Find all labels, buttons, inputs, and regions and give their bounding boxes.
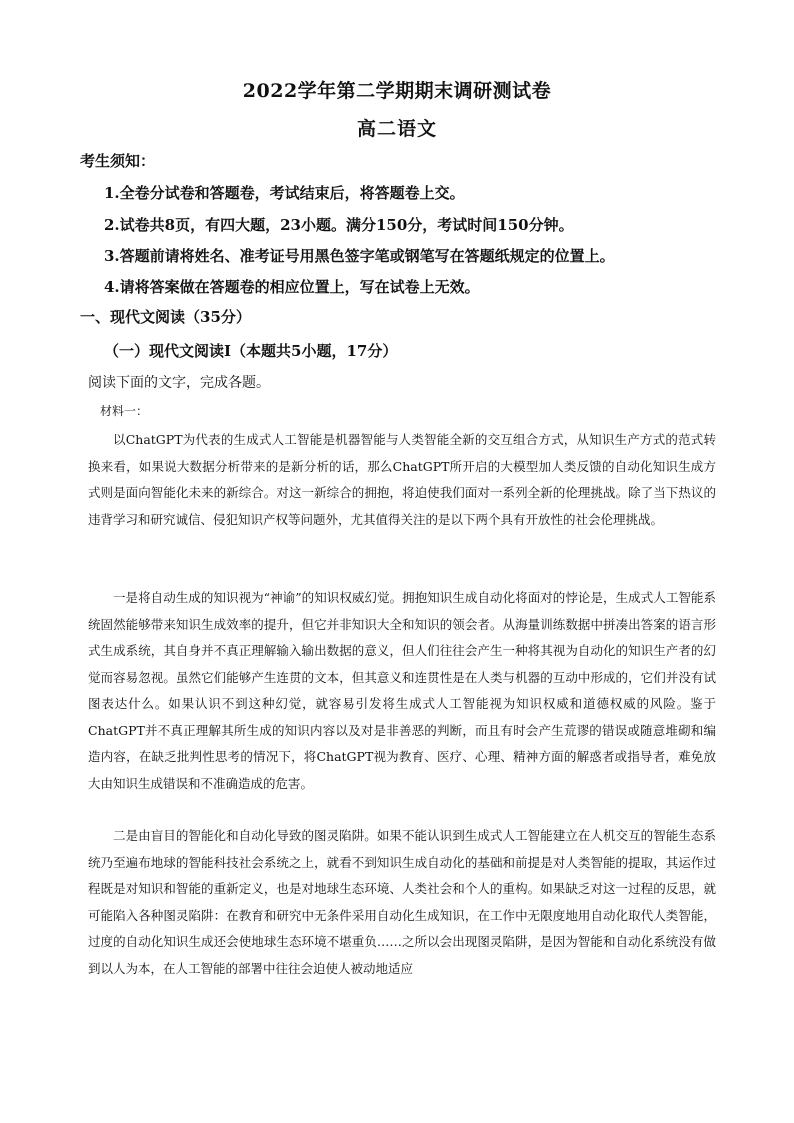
subsection-heading: （一）现代文阅读Ⅰ（本题共5小题，17分） (104, 342, 398, 360)
notice-item: 3.答题前请将姓名、准考证号用黑色签字笔或钢笔写在答题纸规定的位置上。 (104, 247, 615, 265)
page-subtitle: 高二语文 (356, 118, 437, 140)
material-paragraph: 二是由盲目的智能化和自动化导致的图灵陷阱。如果不能认识到生成式人工智能建立在人机交互的智能生态系统乃至遍布地球的智能科技社会系统之上，就看不到知识生成自动化的基础和前提是对人类智能的提取，其运作过程既是对知识和智能的重新定义，也是对地球生态环境、人类社会和个人的重构。如果缺乏对这一过程的反思，就可能陷入各种图灵陷阱：在教育和研究中无条件采用自动化生成知识，在工作中无限度地用自动化取代人类智能，过度的自动化知识生成还会使地球生态环境不堪重负……之所以会出现图灵陷阱，是因为智能和自动化系统没有做到以人为本，在人工智能的部署中往往会迫使人被动地适应 (88, 828, 716, 976)
notice-item: 1.全卷分试卷和答题卷，考试结束后，将答题卷上交。 (104, 184, 465, 202)
notice-heading: 考生须知： (80, 152, 156, 170)
notice-item: 2.试卷共8页，有四大题，23小题。满分150分，考试时间150分钟。 (104, 216, 574, 234)
material-label: 材料一： (100, 404, 149, 418)
notice-item: 4.请将答案做在答题卷的相应位置上，写在试卷上无效。 (104, 278, 480, 296)
material-paragraph: 以ChatGPT为代表的生成式人工智能是机器智能与人类智能全新的交互组合方式，从知识生产方式的范式转换来看，如果说大数据分析带来的是新分析的话，那么ChatGPT所开启的大模型加人类反馈的自动化知识生成方式则是面向智能化未来的新综合。对这一新综合的拥抱，将迫使我们面对一系列全新的伦理挑战。除了当下热议的违背学习和研究诚信、侵犯知识产权等问题外，尤其值得关注的是以下两个具有开放性的社会伦理挑战。 (88, 432, 716, 527)
material-paragraph: 一是将自动生成的知识视为“神谕”的知识权威幻觉。拥抱知识生成自动化将面对的悖论是，生成式人工智能系统固然能够带来知识生成效率的提升，但它并非知识大全和知识的领会者。从海量训练数据中拼凑出答案的语言形式生成系统，其自身并不真正理解输入输出数据的意义，但人们往往会产生一种将其视为自动化的知识生产者的幻觉而容易忽视。虽然它们能够产生连贯的文本，但其意义和连贯性是在人类与机器的互动中形成的，它们并没有试图表达什么。如果认识不到这种幻觉，就容易引发将生成式人工智能视为知识权威和道德权威的风险。鉴于ChatGPT并不真正理解其所生成的知识内容以及对是非善恶的判断，而且有时会产生荒谬的错误或随意堆砌和编造内容，在缺乏批判性思考的情况下，将ChatGPT视为教育、医疗、心理、精神方面的解惑者或指导者，难免放大由知识生成错误和不准确造成的危害。 (88, 590, 716, 791)
section-heading: 一、现代文阅读（35分） (80, 308, 251, 326)
page-title: 2022学年第二学期期末调研测试卷 (242, 80, 552, 102)
reading-instruction: 阅读下面的文字，完成各题。 (88, 375, 270, 391)
